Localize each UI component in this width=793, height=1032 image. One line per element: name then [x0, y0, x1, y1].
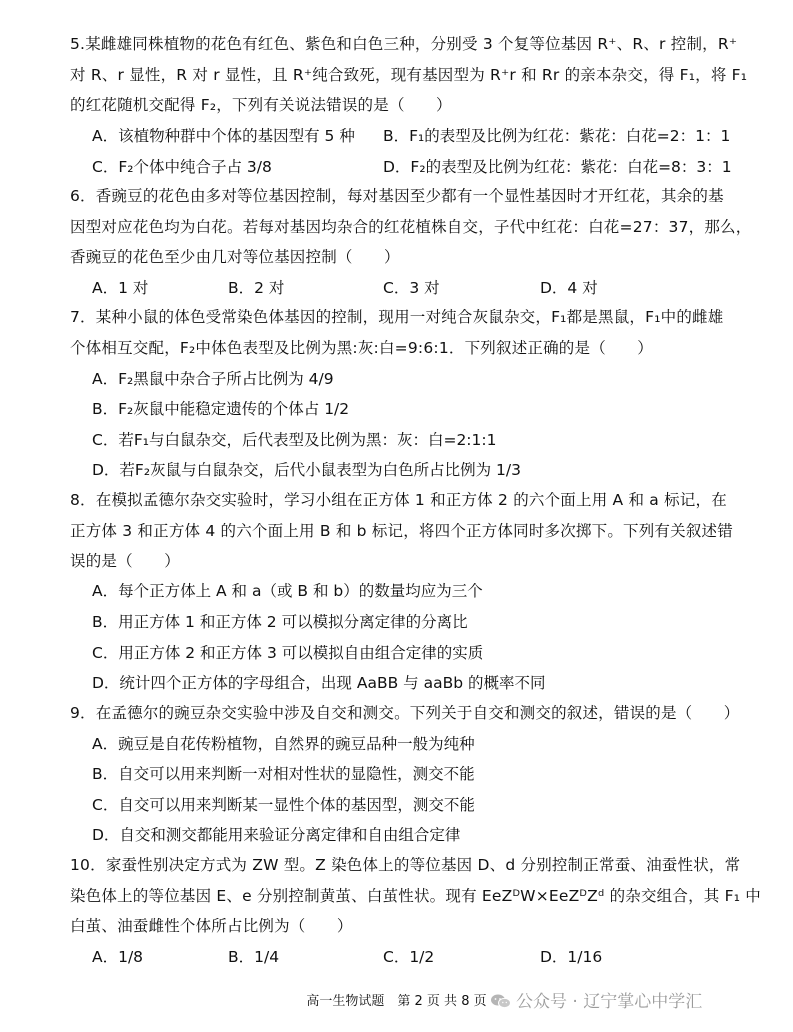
q6-option-a: A．1 对 [92, 279, 149, 297]
q8-stem-line-3: 误的是（ ） [70, 552, 180, 570]
q10-stem-line-3: 白茧、油蚕雌性个体所占比例为（ ） [70, 917, 353, 935]
q6-option-b: B．2 对 [228, 279, 285, 297]
q5-option-c: C．F₂个体中纯合子占 3/8 [92, 158, 272, 176]
q5-option-d: D．F₂的表型及比例为红花：紫花：白花=8：3：1 [383, 158, 732, 176]
watermark [490, 987, 702, 1012]
q6-option-d: D．4 对 [540, 279, 598, 297]
q9-stem-line-1: 9．在孟德尔的豌豆杂交实验中涉及自交和测交。下列关于自交和测交的叙述，错误的是（ ） [70, 704, 740, 722]
q10-option-a: A．1/8 [92, 948, 144, 966]
watermark-text: 公众号 · 辽宁掌心中学汇 [516, 992, 703, 1012]
q5-stem-line-1: 5.某雌雄同株植物的花色有红色、紫色和白色三种，分别受 3 个复等位基因 R⁺、R、r 控制，R⁺ [70, 35, 738, 53]
q8-option-d: D．统计四个正方体的字母组合，出现 AaBB 与 aaBb 的概率不同 [92, 674, 546, 692]
q8-option-b: B．用正方体 1 和正方体 2 可以模拟分离定律的分离比 [92, 613, 468, 631]
q6-stem-line-2: 因型对应花色均为白花。若每对基因均杂合的红花植株自交，子代中红花：白花=27：37，那么， [70, 218, 752, 236]
q8-stem-line-2: 正方体 3 和正方体 4 的六个面上用 B 和 b 标记，将四个正方体同时多次掷下。下列有关叙述错 [70, 522, 733, 540]
q10-stem-line-1: 10．家蚕性别决定方式为 ZW 型。Z 染色体上的等位基因 D、d 分别控制正常蚕、油蚕性状，常 [70, 856, 741, 874]
q10-option-d: D．1/16 [540, 948, 603, 966]
q7-stem-line-2: 个体相互交配，F₂中体色表型及比例为黑:灰:白=9:6:1．下列叙述正确的是（ ） [70, 339, 653, 357]
q7-option-d: D．若F₂灰鼠与白鼠杂交，后代小鼠表型为白色所占比例为 1/3 [92, 461, 521, 479]
q9-option-d: D．自交和测交都能用来验证分离定律和自由组合定律 [92, 826, 461, 844]
wechat-icon [490, 993, 512, 1009]
q5-option-a: A．该植物种群中个体的基因型有 5 种 [92, 127, 355, 145]
q10-option-b: B．1/4 [228, 948, 280, 966]
q10-option-c: C．1/2 [383, 948, 435, 966]
q10-stem-line-2: 染色体上的等位基因 E、e 分别控制黄茧、白茧性状。现有 EeZᴰW×EeZᴰZᵈ 的杂交组合，其 F₁ 中 [70, 887, 761, 905]
q9-option-b: B．自交可以用来判断一对相对性状的显隐性，测交不能 [92, 765, 475, 783]
page-footer: 高一生物试题 第 2 页 共 8 页 [306, 994, 487, 1009]
q7-option-b: B．F₂灰鼠中能稳定遗传的个体占 1/2 [92, 400, 350, 418]
q8-stem-line-1: 8．在模拟孟德尔杂交实验时，学习小组在正方体 1 和正方体 2 的六个面上用 A 和 a 标记，在 [70, 491, 727, 509]
q5-stem-line-2: 对 R、r 显性，R 对 r 显性，且 R⁺纯合致死，现有基因型为 R⁺r 和 Rr 的亲本杂交，得 F₁，将 F₁ [70, 66, 748, 84]
q6-stem-line-3: 香豌豆的花色至少由几对等位基因控制（ ） [70, 248, 400, 266]
q5-option-b: B．F₁的表型及比例为红花：紫花：白花=2：1：1 [383, 127, 731, 145]
q9-option-c: C．自交可以用来判断某一显性个体的基因型，测交不能 [92, 796, 475, 814]
q6-option-c: C．3 对 [383, 279, 440, 297]
q8-option-c: C．用正方体 2 和正方体 3 可以模拟自由组合定律的实质 [92, 644, 484, 662]
q7-option-a: A．F₂黑鼠中杂合子所占比例为 4/9 [92, 370, 334, 388]
q6-stem-line-1: 6．香豌豆的花色由多对等位基因控制，每对基因至少都有一个显性基因时才开红花，其余的基 [70, 187, 724, 205]
q5-stem-line-3: 的红花随机交配得 F₂，下列有关说法错误的是（ ） [70, 96, 452, 114]
q9-option-a: A．豌豆是自花传粉植物，自然界的豌豆品种一般为纯种 [92, 735, 475, 753]
q7-stem-line-1: 7．某种小鼠的体色受常染色体基因的控制，现用一对纯合灰鼠杂交，F₁都是黑鼠，F₁中的雌雄 [70, 308, 724, 326]
q7-option-c: C．若F₁与白鼠杂交，后代表型及比例为黑：灰：白=2:1:1 [92, 431, 497, 449]
q8-option-a: A．每个正方体上 A 和 a（或 B 和 b）的数量均应为三个 [92, 582, 483, 600]
